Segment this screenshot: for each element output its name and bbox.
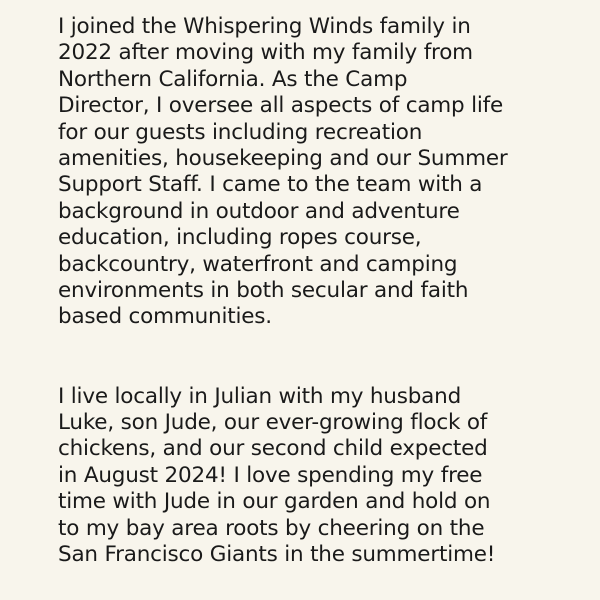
bio-line: to my bay area roots by cheering on the [58, 515, 485, 541]
bio-line: I joined the Whispering Winds family in [58, 14, 471, 39]
bio-line: for our guests including recreation [58, 119, 423, 145]
bio-line: environments in both secular and faith [58, 278, 469, 304]
bio-line: Luke, son Jude, our ever-growing flock of [58, 410, 488, 436]
bio-line: education, including ropes course, [58, 225, 422, 251]
bio-line: amenities, housekeeping and our Summer [58, 146, 508, 172]
bio-line: background in outdoor and adventure [58, 198, 460, 224]
paragraph-gap [58, 331, 588, 384]
bio-line: chickens, and our second child expected [58, 436, 488, 462]
bio-line: based communities. [58, 304, 272, 330]
bio-line: Support Staff. I came to the team with a [58, 172, 483, 198]
bio-line: Northern California. As the Camp [58, 66, 408, 92]
bio-line: time with Jude in our garden and hold on [58, 489, 491, 515]
bio-text [58, 14, 588, 569]
bio-line: in August 2024! I love spending my free [58, 462, 483, 488]
bio-line: San Francisco Giants in the summertime! [58, 542, 496, 568]
bio-line: backcountry, waterfront and camping [58, 251, 458, 277]
bio-line: 2022 after moving with my family from [58, 40, 473, 66]
bio-line: I live locally in Julian with my husband [58, 383, 462, 409]
bio-line: Director, I oversee all aspects of camp life [58, 93, 504, 119]
